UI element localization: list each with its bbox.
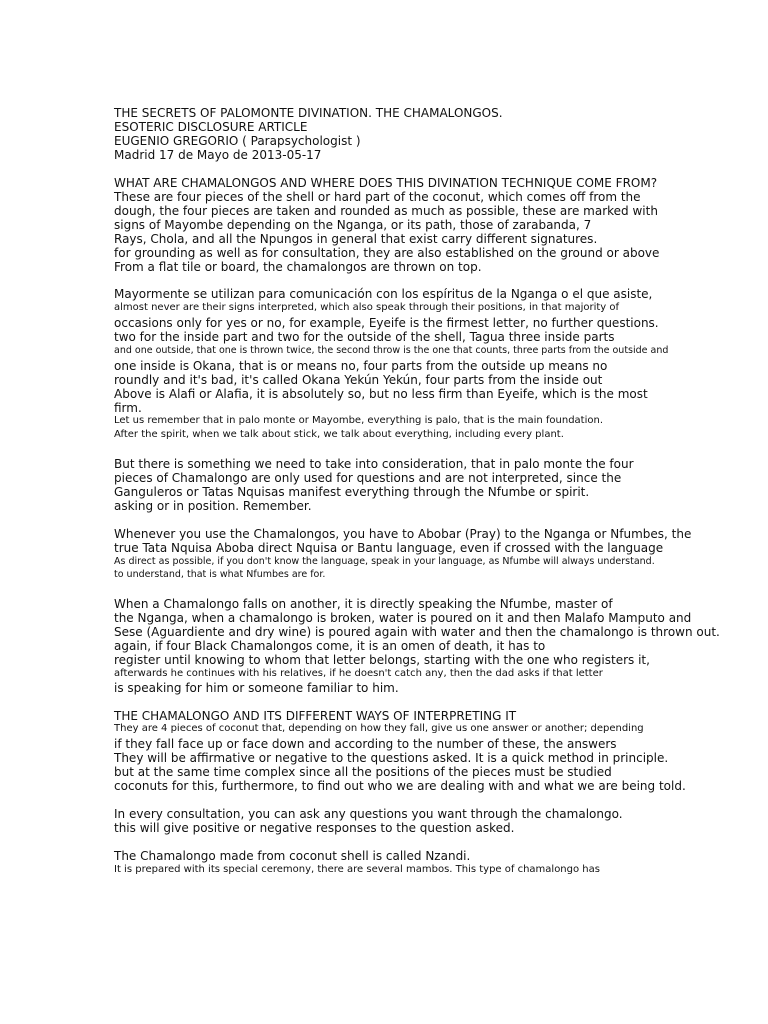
text-line: Rays, Chola, and all the Npungos in general that exist carry different signatures. xyxy=(114,232,598,246)
text-line: if they fall face up or face down and according to the number of these, the answers xyxy=(114,737,617,751)
text-line: These are four pieces of the shell or hard part of the coconut, which comes off from the xyxy=(114,190,641,204)
text-line: is speaking for him or someone familiar to him. xyxy=(114,681,399,695)
text-line: After the spirit, when we talk about stick, we talk about everything, including every plant. xyxy=(114,429,564,440)
text-line: the Nganga, when a chamalongo is broken, water is poured on it and then Malafo Mamputo and xyxy=(114,611,692,625)
text-line: and one outside, that one is thrown twice, the second throw is the one that counts, three parts from the outside and xyxy=(114,345,669,356)
text-line: one inside is Okana, that is or means no, four parts from the outside up means no xyxy=(114,359,608,373)
text-line: The Chamalongo made from coconut shell is called Nzandi. xyxy=(114,849,471,863)
text-line: firm. xyxy=(114,401,142,415)
text-line: but at the same time complex since all the positions of the pieces must be studied xyxy=(114,765,612,779)
text-line: In every consultation, you can ask any questions you want through the chamalongo. xyxy=(114,807,623,821)
text-line: Sese (Aguardiente and dry wine) is poured again with water and then the chamalongo is thrown out. xyxy=(114,625,720,639)
text-line: They are 4 pieces of coconut that, depending on how they fall, give us one answer or another; depending xyxy=(114,723,644,734)
text-line: roundly and it's bad, it's called Okana Yekún Yekún, four parts from the inside out xyxy=(114,373,603,387)
document-date: Madrid 17 de Mayo de 2013-05-17 xyxy=(114,148,322,162)
text-line: dough, the four pieces are taken and rounded as much as possible, these are marked with xyxy=(114,204,658,218)
document-title: THE SECRETS OF PALOMONTE DIVINATION. THE CHAMALONGOS. xyxy=(114,106,503,120)
text-line: to understand, that is what Nfumbes are for. xyxy=(114,569,326,580)
text-line: Ganguleros or Tatas Nquisas manifest everything through the Nfumbe or spirit. xyxy=(114,485,590,499)
text-line: When a Chamalongo falls on another, it is directly speaking the Nfumbe, master of xyxy=(114,597,613,611)
text-line: Let us remember that in palo monte or Mayombe, everything is palo, that is the main foundation. xyxy=(114,415,604,426)
text-line: afterwards he continues with his relatives, if he doesn't catch any, then the dad asks if that letter xyxy=(114,668,603,679)
text-line: Above is Alafi or Alafia, it is absolutely so, but no less firm than Eyeife, which is the most xyxy=(114,387,648,401)
text-line: asking or in position. Remember. xyxy=(114,499,312,513)
text-line: Mayormente se utilizan para comunicación con los espíritus de la Nganga o el que asiste, xyxy=(114,287,653,301)
text-line: register until knowing to whom that letter belongs, starting with the one who registers it, xyxy=(114,653,650,667)
text-line: Whenever you use the Chamalongos, you have to Abobar (Pray) to the Nganga or Nfumbes, the xyxy=(114,527,692,541)
text-line: for grounding as well as for consultation, they are also established on the ground or above xyxy=(114,246,660,260)
section-heading: THE CHAMALONGO AND ITS DIFFERENT WAYS OF INTERPRETING IT xyxy=(114,709,517,723)
text-line: As direct as possible, if you don't know the language, speak in your language, as Nfumbe will always understand. xyxy=(114,556,655,567)
text-line: again, if four Black Chamalongos come, it is an omen of death, it has to xyxy=(114,639,546,653)
text-line: almost never are their signs interpreted, which also speak through their positions, in that majority of xyxy=(114,302,620,313)
text-line: signs of Mayombe depending on the Nganga, or its path, those of zarabanda, 7 xyxy=(114,218,592,232)
text-line: true Tata Nquisa Aboba direct Nquisa or Bantu language, even if crossed with the language xyxy=(114,541,664,555)
text-line: But there is something we need to take into consideration, that in palo monte the four xyxy=(114,457,634,471)
document-subtitle: ESOTERIC DISCLOSURE ARTICLE xyxy=(114,120,308,134)
text-line: From a flat tile or board, the chamalongos are thrown on top. xyxy=(114,260,482,274)
text-line: two for the inside part and two for the outside of the shell, Tagua three inside parts xyxy=(114,330,615,344)
document-author: EUGENIO GREGORIO ( Parapsychologist ) xyxy=(114,134,361,148)
text-line: It is prepared with its special ceremony, there are several mambos. This type of chamalongo has xyxy=(114,864,600,875)
text-line: coconuts for this, furthermore, to find out who we are dealing with and what we are being told. xyxy=(114,779,686,793)
text-line: pieces of Chamalongo are only used for questions and are not interpreted, since the xyxy=(114,471,622,485)
section-heading: WHAT ARE CHAMALONGOS AND WHERE DOES THIS DIVINATION TECHNIQUE COME FROM? xyxy=(114,176,658,190)
text-line: They will be affirmative or negative to the questions asked. It is a quick method in principle. xyxy=(114,751,669,765)
text-line: this will give positive or negative responses to the question asked. xyxy=(114,821,515,835)
text-line: occasions only for yes or no, for example, Eyeife is the firmest letter, no further questions. xyxy=(114,316,659,330)
